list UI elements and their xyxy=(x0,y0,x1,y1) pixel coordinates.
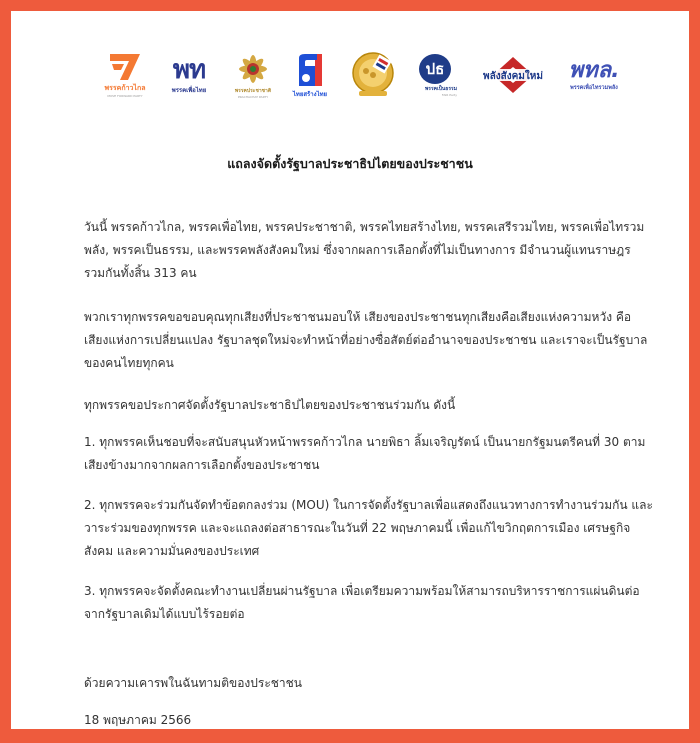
text-line: 1. ทุกพรรคเห็นชอบที่จะสนับสนุนหัวหน้าพรรคก้าวไกล นายพิธา ลิ้มเจริญรัตน์ เป็นนายกรัฐมนตรีคนที่ 30 ตาม xyxy=(84,435,646,449)
logo-prachachat xyxy=(227,47,279,103)
logo-fair-party xyxy=(413,47,457,103)
seri-ruam-thai-emblem-icon xyxy=(351,51,395,99)
logo-caption: พรรคเพื่อไทรวมพลัง xyxy=(570,84,618,91)
logo-pheu-thai xyxy=(163,47,215,103)
text-line: เสียงข้างมากจากผลการเลือกตั้งของประชาชน xyxy=(84,458,320,472)
logo-caption: ไทยสร้างไทย xyxy=(292,90,328,98)
text-line: จากรัฐบาลเดิมได้แบบไร้รอยต่อ xyxy=(84,607,245,621)
pheu-thai-mark: พท xyxy=(172,54,206,85)
ptrp-mark: พทล. xyxy=(568,57,620,83)
text-line: ของคนไทยทุกคน xyxy=(84,356,174,370)
logo-caption: พรรคเพื่อไทย xyxy=(171,86,207,94)
document-title: แถลงจัดตั้งรัฐบาลประชาธิปไตยของประชาชน xyxy=(227,156,473,171)
text-line: พลัง, พรรคเป็นธรรม, และพรรคพลังสังคมใหม่ ซึ่งจากผลการเลือกตั้งที่ไม่เป็นทางการ มีจำนวนผู้แทนราษฎร xyxy=(84,243,631,257)
closing-text: ด้วยความเคารพในฉันทามติของประชาชน xyxy=(84,676,302,690)
text-line: 3. ทุกพรรคจะจัดตั้งคณะทำงานเปลี่ยนผ่านรัฐบาล เพื่อเตรียมความพร้อมให้สามารถบริหารราชการแผ่นดินต่อ xyxy=(84,584,640,598)
thai-sang-thai-logo-icon xyxy=(295,52,325,88)
logo-subcaption: FAIR Party xyxy=(441,92,457,97)
move-forward-logo-icon xyxy=(108,52,142,82)
text-line: เสียงแห่งการเปลี่ยนแปลง รัฐบาลชุดใหม่จะทำหน้าที่อย่างซื่อสัตย์ต่ออำนาจของประชาชน และเราจะเป็นรัฐบาล xyxy=(84,333,648,347)
logo-caption: พลังสังคมใหม่ xyxy=(483,71,543,82)
point-2 xyxy=(84,494,653,563)
logo-caption: พรรคประชาชาติ xyxy=(234,87,272,94)
logo-move-forward xyxy=(95,47,155,103)
text-line: วาระร่วมของทุกพรรค และจะแถลงต่อสาธารณะในวันที่ 22 พฤษภาคมนี้ เพื่อแก้ไขวิกฤตการเมือง เศรษฐกิจ xyxy=(84,521,631,535)
logo-thai-sang-thai xyxy=(289,47,331,103)
logo-caption: พรรคเป็นธรรม xyxy=(424,85,457,92)
point-1 xyxy=(84,431,646,477)
logo-subcaption: PRACHACHAT PARTY xyxy=(237,94,269,99)
paragraph-thanks xyxy=(84,306,648,375)
party-logos-row xyxy=(95,47,635,103)
new-social-power-logo-icon xyxy=(475,55,551,95)
text-line: สังคม และความมั่นคงของประเทศ xyxy=(84,544,260,558)
paragraph-announcement xyxy=(84,394,634,417)
logo-new-social-power xyxy=(475,47,551,103)
date-text: 18 พฤษภาคม 2566 xyxy=(84,713,192,727)
logo-seri-ruam-thai xyxy=(349,47,397,103)
text-line: รวมกันทั้งสิ้น 313 คน xyxy=(84,266,197,280)
text-line: ทุกพรรคขอประกาศจัดตั้งรัฐบาลประชาธิปไตยของประชาชนร่วมกัน ดังนี้ xyxy=(84,398,456,412)
text-line: พวกเราทุกพรรคขอขอบคุณทุกเสียงที่ประชาชนมอบให้ เสียงของประชาชนทุกเสียงคือเสียงแห่งความหวัง คือ xyxy=(84,310,632,324)
fair-party-mark: ปธ xyxy=(419,54,451,84)
logo-caption: พรรคก้าวไกล xyxy=(104,84,146,92)
point-3 xyxy=(84,580,640,626)
logo-subcaption: MOVE FORWARD PARTY xyxy=(107,94,143,98)
paragraph-intro xyxy=(84,216,645,285)
logo-pheu-thai-ruam-palang xyxy=(561,47,627,103)
prachachat-star-icon xyxy=(236,52,270,86)
text-line: วันนี้ พรรคก้าวไกล, พรรคเพื่อไทย, พรรคประชาชาติ, พรรคไทยสร้างไทย, พรรคเสรีรวมไทย, พรรคเพื่อไทรวม xyxy=(84,220,645,234)
document-date xyxy=(84,709,634,732)
text-line: 2. ทุกพรรคจะร่วมกันจัดทำข้อตกลงร่วม (MOU) ในการจัดตั้งรัฐบาลเพื่อแสดงถึงแนวทางการทำงานร่วมกัน และ xyxy=(84,498,653,512)
closing-line xyxy=(84,672,634,695)
